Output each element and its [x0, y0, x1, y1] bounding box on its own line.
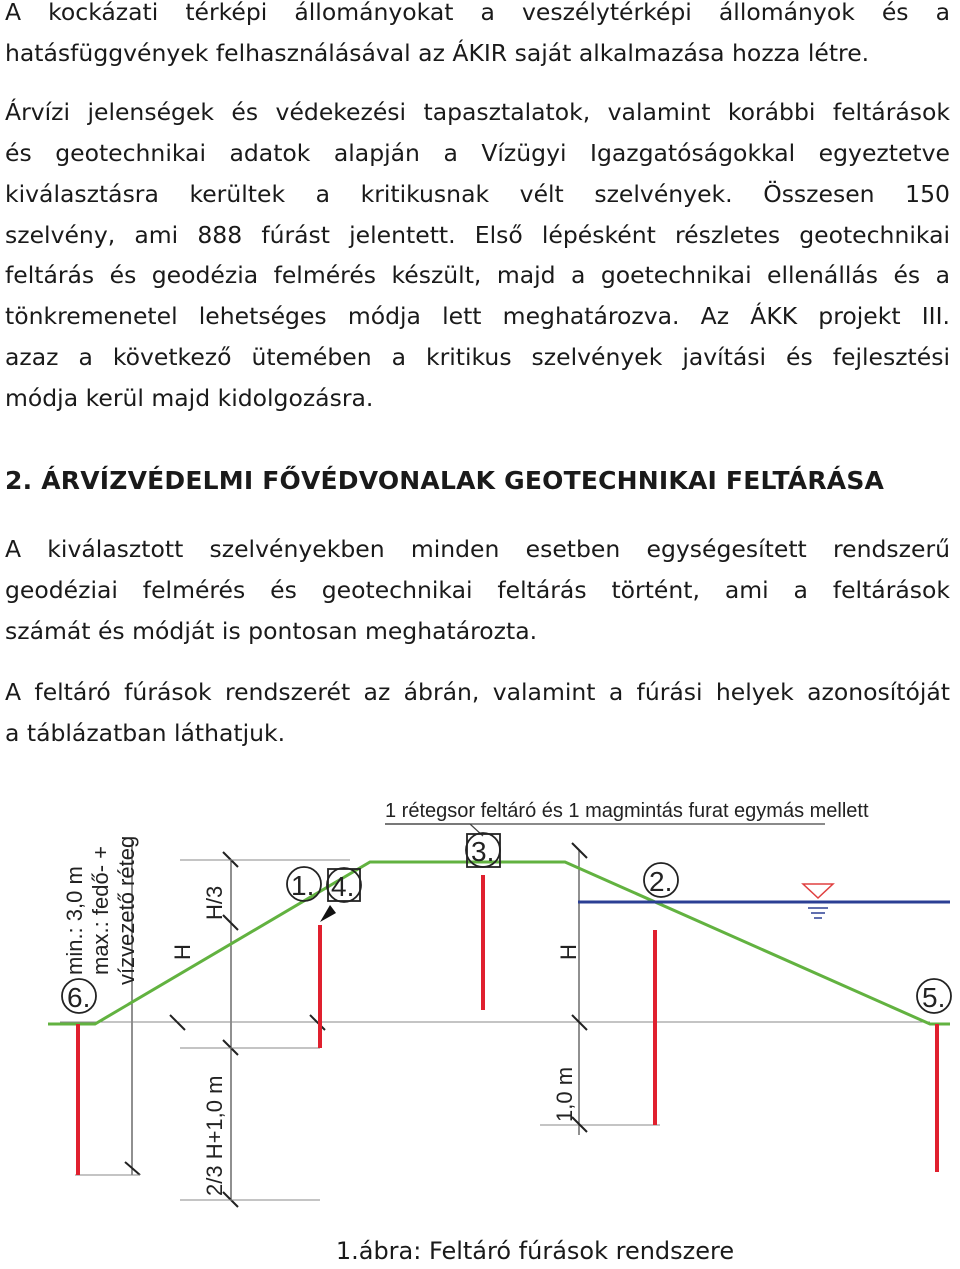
- water-level-icon: [803, 884, 833, 898]
- text-line: A kockázati térképi állományokat a veszélytérképi állományok és a: [5, 0, 950, 26]
- text-line: A kiválasztott szelvényekben minden esetben egységesített rendszerű: [5, 535, 950, 563]
- text-line: feltárás és geodézia felmérés készült, majd a goetechnikai ellenállás és a: [5, 261, 950, 289]
- label-2-text: 2.: [649, 866, 673, 897]
- label-1: [287, 867, 321, 901]
- max-layer-label: max.: fedő- +: [88, 845, 113, 975]
- text-line-row: [5, 337, 950, 378]
- label-5: [917, 979, 951, 1013]
- text-line-row: [5, 378, 950, 419]
- text-line-row: [5, 174, 950, 215]
- text-line: geodéziai felmérés és geotechnikai feltárás történt, ami a feltárások: [5, 576, 950, 604]
- label-6-text: 6.: [67, 982, 91, 1013]
- h-left-label: H: [170, 944, 195, 960]
- text-line-row: [5, 713, 950, 754]
- figure-title: 1 rétegsor feltáró és 1 magmintás furat egymás mellett: [385, 800, 869, 822]
- text-line-row: [5, 296, 950, 337]
- text-line-row: [5, 255, 950, 296]
- text-line: Árvízi jelenségek és védekezési tapasztalatok, valamint korábbi feltárások: [5, 98, 950, 126]
- text-line: számát és módját is pontosan meghatározta.: [5, 617, 538, 645]
- label-1-text: 1.: [291, 870, 315, 901]
- max-layer-label-2: vízvezető réteg: [114, 835, 139, 985]
- text-line: szelvény, ami 888 fúrást jelentett. Első lépésként részletes geotechnikai: [5, 221, 950, 249]
- figure-caption: 1.ábra: Feltáró fúrások rendszere: [335, 1237, 735, 1265]
- label-5-text: 5.: [922, 982, 946, 1013]
- text-line-row: [5, 133, 950, 174]
- text-line-row: [5, 611, 950, 652]
- section-heading: 2. ÁRVÍZVÉDELMI FŐVÉDVONALAK GEOTECHNIKAI FELTÁRÁSA: [5, 466, 885, 495]
- embankment-profile: [48, 862, 950, 1024]
- label-3: [466, 833, 500, 867]
- text-line: tönkremenetel lehetséges módja lett meghatározva. Az ÁKK projekt III.: [5, 302, 950, 330]
- text-line: kiválasztásra kerültek a kritikusnak vélt szelvények. Összesen 150: [5, 180, 950, 208]
- paragraph-intro-end: [5, 33, 950, 74]
- text-line: a táblázatban láthatjuk.: [5, 719, 286, 747]
- text-line-row: [5, 529, 950, 570]
- paragraph-intro: [5, 0, 950, 33]
- depth-23-label: 2/3 H+1,0 m: [202, 1075, 227, 1196]
- depth-1-label: 1,0 m: [552, 1066, 577, 1122]
- label-4-text: 4.: [331, 871, 355, 902]
- min-depth-label: min.: 3,0 m: [62, 866, 87, 975]
- label-2: [644, 863, 678, 897]
- text-line: és geotechnikai adatok alapján a Vízügyi Igazgatóságokkal egyeztetve: [5, 139, 950, 167]
- text-line: módja kerül majd kidolgozásra.: [5, 384, 374, 412]
- text-line-row: [5, 570, 950, 611]
- marker-arrow-icon: [320, 905, 336, 922]
- text-line-row: [5, 215, 950, 256]
- h-right-label: H: [556, 944, 581, 960]
- label-3-text: 3.: [471, 836, 495, 867]
- text-line-row: [5, 672, 950, 713]
- borehole-figure: [0, 790, 960, 1230]
- label-4: [327, 868, 361, 902]
- h3-label: H/3: [202, 885, 227, 920]
- text-line: azaz a következő ütemében a kritikus szelvények javítási és fejlesztési: [5, 343, 950, 371]
- text-line: A feltáró fúrások rendszerét az ábrán, valamint a fúrási helyek azonosítóját: [5, 678, 950, 706]
- text-line-row: [5, 92, 950, 133]
- label-6: [62, 979, 96, 1013]
- text-line: hatásfüggvények felhasználásával az ÁKIR saját alkalmazása hozza létre.: [5, 38, 870, 67]
